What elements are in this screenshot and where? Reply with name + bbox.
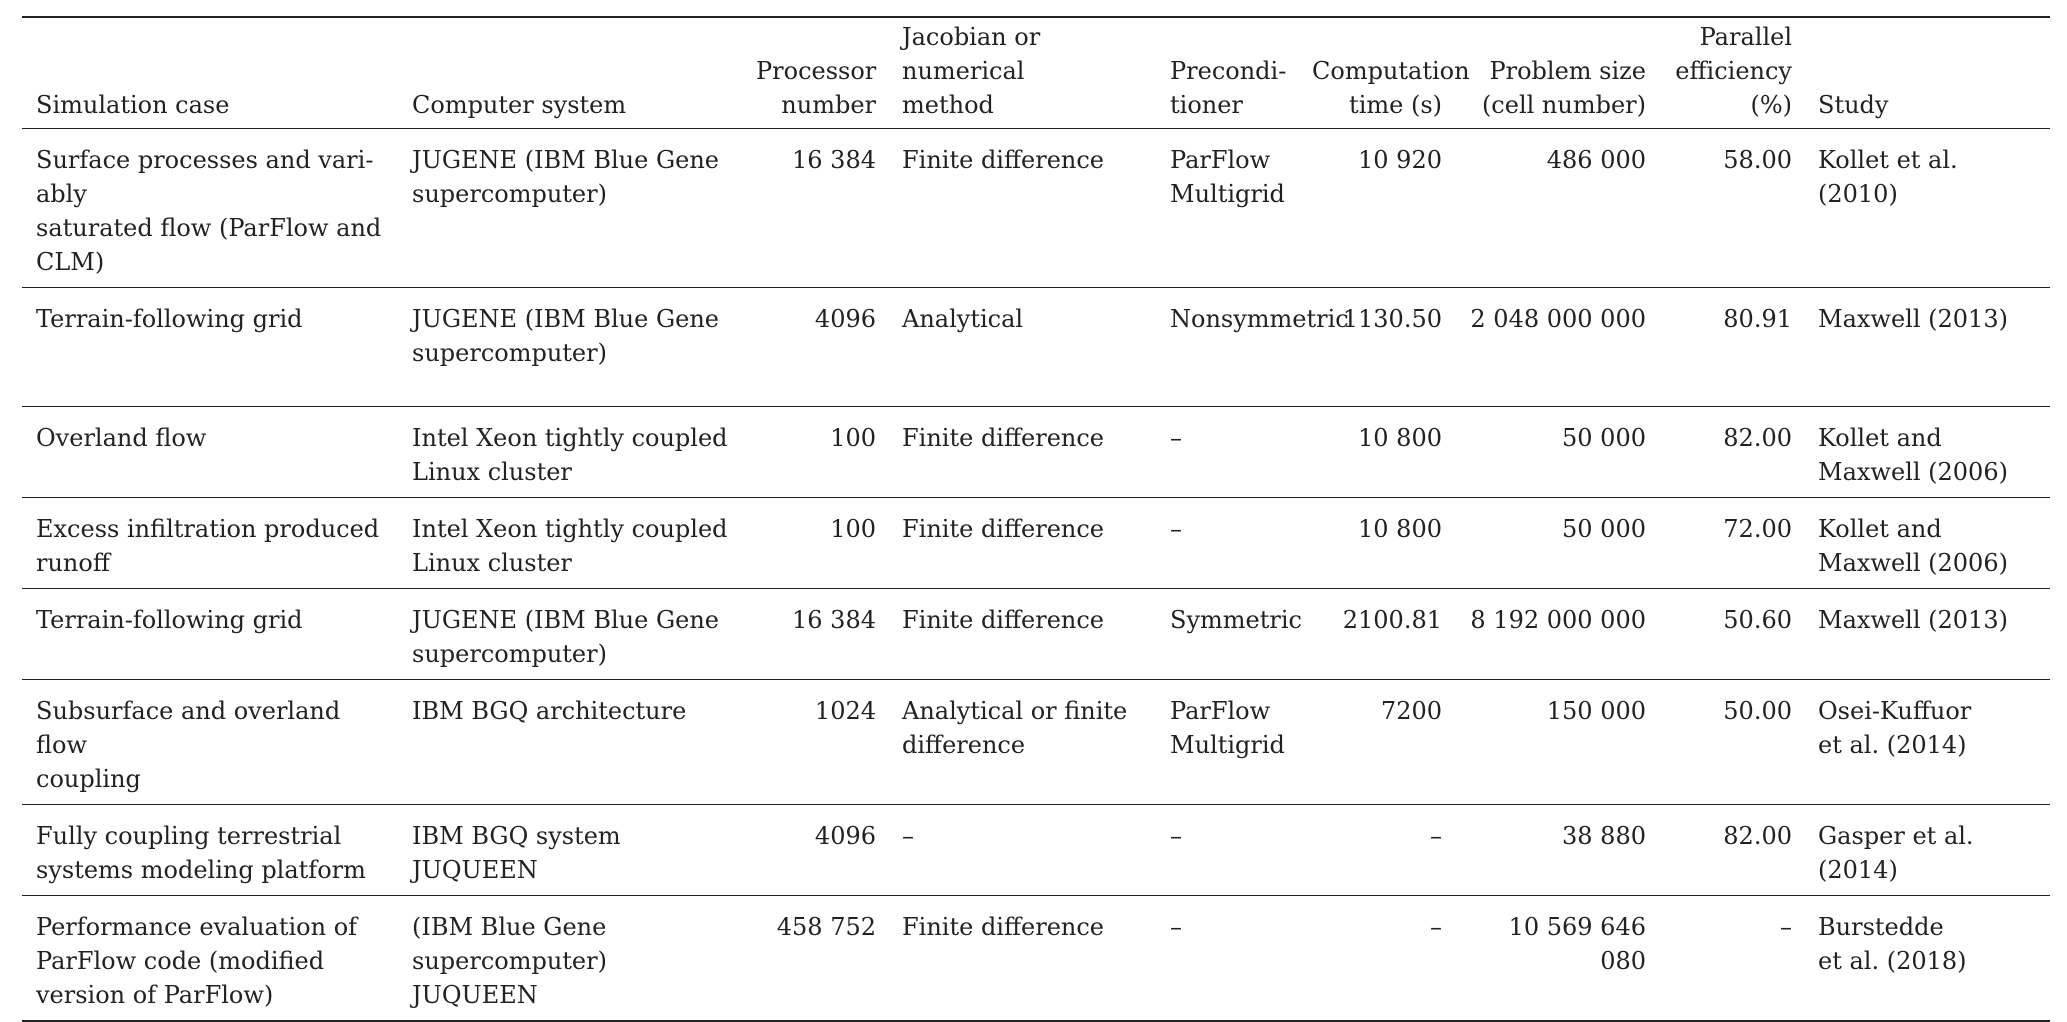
cell-computer-system: JUGENE (IBM Blue Gene supercomputer) [412, 146, 720, 208]
cell-processor-number: 458 752 [776, 913, 876, 941]
header-preconditioner: Precondi- tioner [1170, 57, 1287, 119]
table-row [22, 288, 2050, 407]
cell-study: Burstedde et al. (2018) [1818, 913, 1967, 975]
cell-computation-time: 7200 [1380, 697, 1442, 725]
cell-method: Analytical or finite difference [902, 697, 1128, 759]
cell-computation-time: 10 800 [1358, 424, 1442, 452]
cell-parallel-efficiency: 80.91 [1723, 305, 1792, 333]
cell-simulation-case: Fully coupling terrestrial systems modeling platform [36, 822, 366, 884]
performance-table [22, 16, 2050, 1022]
cell-preconditioner: – [1170, 822, 1182, 850]
header-row [22, 17, 2050, 129]
cell-simulation-case: Terrain-following grid [36, 305, 303, 333]
cell-parallel-efficiency: 82.00 [1723, 822, 1792, 850]
table-row [22, 589, 2050, 680]
cell-method: Finite difference [902, 913, 1105, 941]
table-row [22, 896, 2050, 1022]
cell-computation-time: 1130.50 [1342, 305, 1442, 333]
cell-method: Finite difference [902, 515, 1105, 543]
cell-parallel-efficiency: 72.00 [1723, 515, 1792, 543]
table-row [22, 129, 2050, 288]
cell-preconditioner: – [1170, 913, 1182, 941]
cell-computation-time: – [1430, 913, 1442, 941]
cell-preconditioner: ParFlow Multigrid [1170, 146, 1285, 208]
header-parallel-efficiency: Parallel efficiency (%) [1675, 23, 1792, 119]
cell-parallel-efficiency: 82.00 [1723, 424, 1792, 452]
cell-simulation-case: Subsurface and overland flow coupling [36, 697, 341, 793]
cell-processor-number: 100 [830, 424, 876, 452]
cell-preconditioner: – [1170, 515, 1182, 543]
cell-parallel-efficiency: 50.60 [1723, 606, 1792, 634]
cell-problem-size: 50 000 [1562, 424, 1646, 452]
cell-problem-size: 150 000 [1546, 697, 1646, 725]
cell-computation-time: 2100.81 [1342, 606, 1442, 634]
cell-computation-time: 10 920 [1358, 146, 1442, 174]
cell-study: Maxwell (2013) [1818, 305, 2008, 333]
table-container [22, 16, 2050, 1022]
cell-preconditioner: – [1170, 424, 1182, 452]
cell-study: Kollet and Maxwell (2006) [1818, 515, 2008, 577]
cell-simulation-case: Overland flow [36, 424, 207, 452]
cell-problem-size: 486 000 [1546, 146, 1646, 174]
cell-parallel-efficiency: – [1780, 913, 1792, 941]
cell-processor-number: 4096 [814, 305, 876, 333]
header-computation-time: Computation time (s) [1312, 57, 1470, 119]
cell-method: Finite difference [902, 424, 1105, 452]
cell-study: Gasper et al. (2014) [1818, 822, 1974, 884]
cell-computer-system: Intel Xeon tightly coupled Linux cluster [412, 515, 728, 577]
cell-study: Kollet et al. (2010) [1818, 146, 1958, 208]
cell-parallel-efficiency: 50.00 [1723, 697, 1792, 725]
cell-computer-system: JUGENE (IBM Blue Gene supercomputer) [412, 606, 720, 668]
cell-computer-system: JUGENE (IBM Blue Gene supercomputer) [412, 305, 720, 367]
cell-computer-system: IBM BGQ architecture [412, 697, 687, 725]
cell-study: Maxwell (2013) [1818, 606, 2008, 634]
cell-simulation-case: Excess infiltration produced runoff [36, 515, 380, 577]
header-problem-size: Problem size (cell number) [1481, 57, 1646, 119]
cell-processor-number: 16 384 [792, 146, 876, 174]
cell-parallel-efficiency: 58.00 [1723, 146, 1792, 174]
cell-method: Finite difference [902, 606, 1105, 634]
cell-preconditioner: Nonsymmetric [1170, 305, 1349, 333]
cell-method: Finite difference [902, 146, 1105, 174]
cell-study: Kollet and Maxwell (2006) [1818, 424, 2008, 486]
cell-computer-system: (IBM Blue Gene supercomputer) JUQUEEN [412, 913, 607, 1009]
table-row [22, 805, 2050, 896]
cell-problem-size: 50 000 [1562, 515, 1646, 543]
cell-method: – [902, 822, 914, 850]
table-row [22, 498, 2050, 589]
cell-problem-size: 38 880 [1562, 822, 1646, 850]
table-row [22, 407, 2050, 498]
cell-simulation-case: Surface processes and vari- ably saturated flow (ParFlow and CLM) [36, 146, 382, 276]
cell-computation-time: 10 800 [1358, 515, 1442, 543]
cell-problem-size: 2 048 000 000 [1470, 305, 1646, 333]
cell-problem-size: 8 192 000 000 [1470, 606, 1646, 634]
cell-processor-number: 1024 [814, 697, 876, 725]
header-processor-number: Processor number [756, 57, 877, 119]
cell-method: Analytical [902, 305, 1024, 333]
header-simulation-case: Simulation case [36, 91, 230, 119]
cell-problem-size: 10 569 646 080 [1508, 913, 1646, 975]
header-computer-system: Computer system [412, 91, 627, 119]
cell-computer-system: Intel Xeon tightly coupled Linux cluster [412, 424, 728, 486]
header-method: Jacobian or numerical method [902, 23, 1041, 119]
cell-simulation-case: Performance evaluation of ParFlow code (modified version of ParFlow) [36, 913, 358, 1009]
cell-study: Osei-Kuffuor et al. (2014) [1818, 697, 1972, 759]
cell-preconditioner: Symmetric [1170, 606, 1302, 634]
header-study: Study [1818, 91, 1889, 119]
cell-processor-number: 100 [830, 515, 876, 543]
cell-processor-number: 4096 [814, 822, 876, 850]
cell-computer-system: IBM BGQ system JUQUEEN [412, 822, 621, 884]
cell-preconditioner: ParFlow Multigrid [1170, 697, 1285, 759]
cell-computation-time: – [1430, 822, 1442, 850]
cell-processor-number: 16 384 [792, 606, 876, 634]
cell-simulation-case: Terrain-following grid [36, 606, 303, 634]
table-row [22, 680, 2050, 805]
